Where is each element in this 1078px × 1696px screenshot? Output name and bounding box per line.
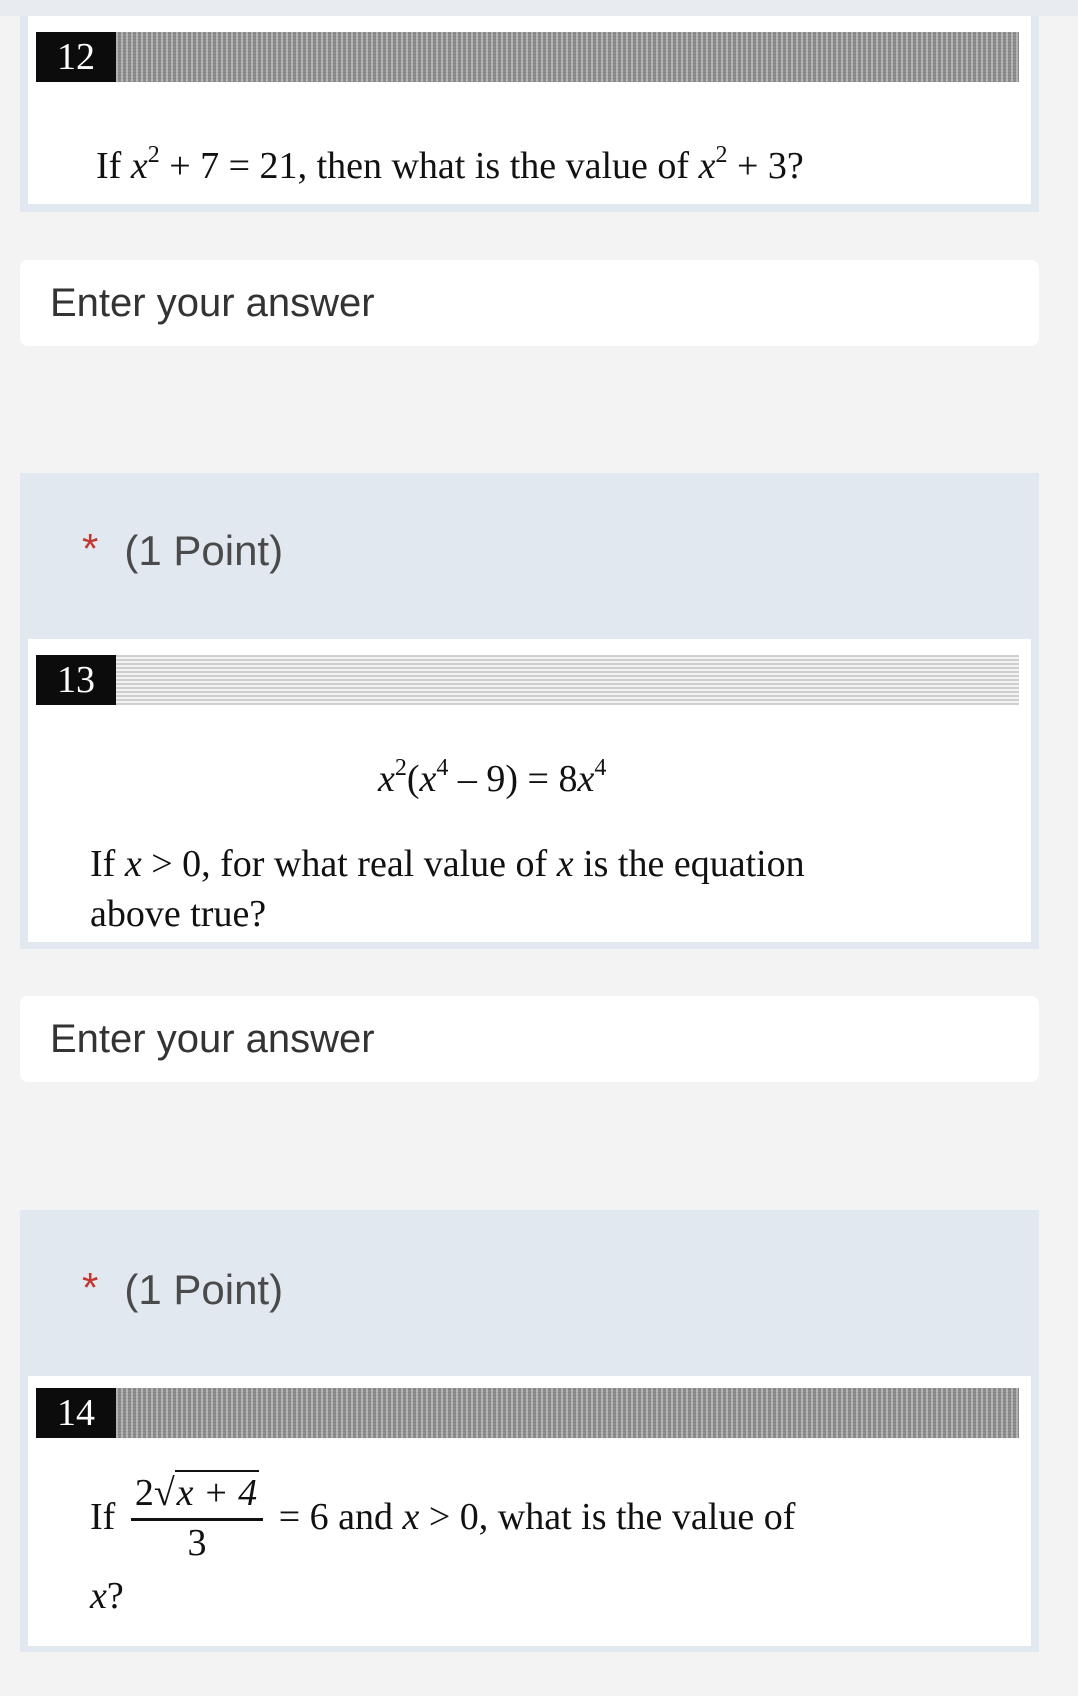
question-14-image	[28, 1376, 1031, 1646]
question-number-bar	[36, 32, 1019, 82]
question-13-text: If x > 0, for what real value of x is the equation above true?	[90, 843, 805, 935]
required-asterisk: *	[82, 1264, 99, 1311]
question-number: 12	[36, 32, 116, 82]
question-number: 13	[36, 655, 116, 705]
question-13-header	[20, 473, 1039, 639]
question-number-bar	[36, 655, 1019, 705]
question-12-image	[28, 16, 1031, 204]
answer-input-q13[interactable]: Enter your answer	[20, 996, 1039, 1082]
question-14-card	[20, 1376, 1039, 1652]
question-13-points: * (1 Point)	[82, 525, 284, 574]
top-strip	[0, 0, 1078, 16]
question-12-statement: If $x^2 + 7 = 21$, then what is the value of $x^2 + 3$?	[96, 142, 804, 187]
question-13-equation: $x^2(x^4 - 9) = 8x^4$	[378, 755, 607, 800]
question-14-points: * (1 Point)	[82, 1264, 284, 1313]
question-13-image	[28, 639, 1031, 942]
question-14-text: If $\frac{2√x + 4}{3}$ = 6 and x > 0, what is the value of	[90, 1472, 795, 1569]
question-number: 14	[36, 1388, 116, 1438]
question-14-text-line2: x?	[90, 1575, 124, 1617]
required-asterisk: *	[82, 525, 99, 572]
question-number-bar	[36, 1388, 1019, 1438]
question-12-card	[20, 16, 1039, 212]
fraction: $\frac{2√x + 4}{3}$	[131, 1468, 263, 1565]
answer-input-q12[interactable]: Enter your answer	[20, 260, 1039, 346]
question-14-header	[20, 1210, 1039, 1376]
question-13-card	[20, 639, 1039, 949]
